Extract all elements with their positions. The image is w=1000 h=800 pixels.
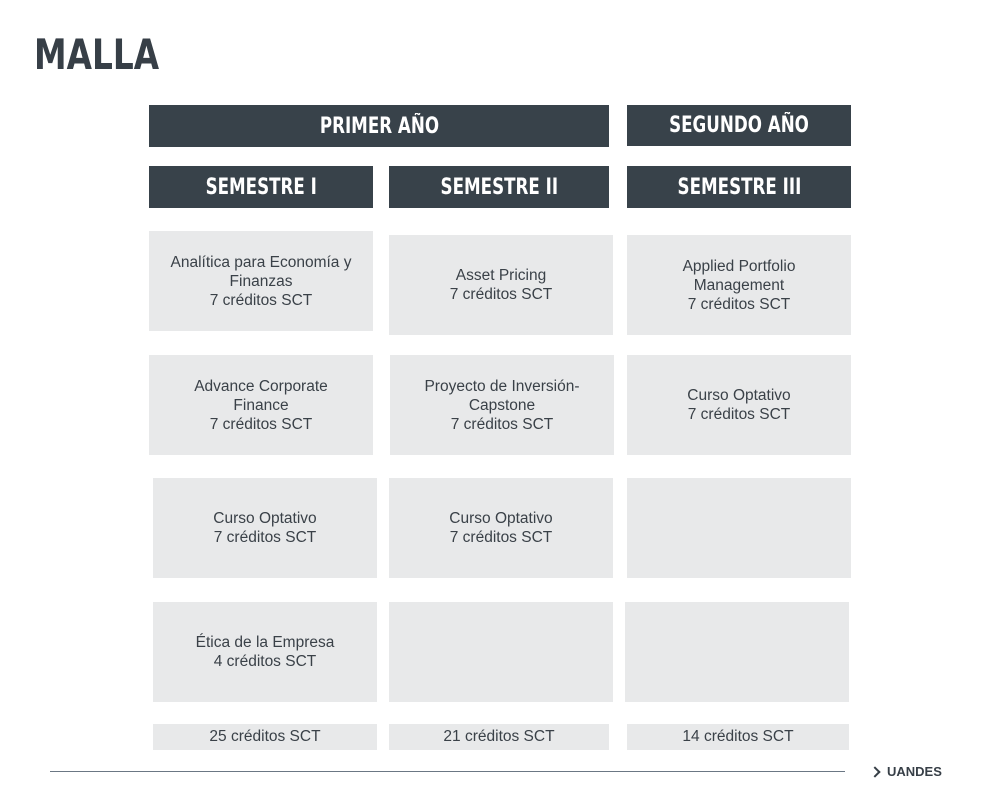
course-card <box>627 235 851 335</box>
course-credits: 7 créditos SCT <box>450 415 554 433</box>
semester-header-label: SEMESTRE II <box>440 174 558 200</box>
semester-header-label: SEMESTRE III <box>677 174 801 200</box>
course-card <box>149 355 373 455</box>
course-name: Ética de la Empresa <box>195 634 335 651</box>
semester-total-3: 14 créditos SCT <box>627 724 849 750</box>
course-card-empty <box>625 602 849 702</box>
course-name: Analítica para Economía y Finanzas <box>170 253 352 290</box>
brand-name: UANDES <box>887 764 942 779</box>
course-name: Proyecto de Inversión-Capstone <box>424 377 580 414</box>
course-card <box>153 602 377 702</box>
chevron-right-icon <box>869 766 880 777</box>
course-credits: 7 créditos SCT <box>209 415 313 433</box>
course-card <box>149 231 373 331</box>
course-credits: 7 créditos SCT <box>449 286 553 303</box>
semester-header-3 <box>627 166 851 208</box>
course-card <box>389 235 613 335</box>
semester-header-1 <box>149 166 373 208</box>
course-name: Curso Optativo <box>213 510 317 527</box>
brand-logo <box>871 764 942 779</box>
course-credits: 7 créditos SCT <box>449 529 553 546</box>
semester-header-2 <box>389 166 609 208</box>
year-header-label: PRIMER AÑO <box>319 113 439 139</box>
course-credits: 7 créditos SCT <box>213 529 317 546</box>
semester-total-2: 21 créditos SCT <box>389 724 609 750</box>
course-credits: 4 créditos SCT <box>213 653 317 670</box>
year-header-segundo <box>627 105 851 146</box>
year-header-label: SEGUNDO AÑO <box>669 113 809 138</box>
course-card-empty <box>389 602 613 702</box>
semester-total-1: 25 créditos SCT <box>153 724 377 750</box>
course-credits: 7 créditos SCT <box>687 295 791 313</box>
course-card-empty <box>627 478 851 578</box>
course-name: Advance Corporate Finance <box>194 377 328 414</box>
course-card <box>627 355 851 455</box>
semester-header-label: SEMESTRE I <box>205 174 317 200</box>
course-name: Applied Portfolio Management <box>682 257 796 294</box>
course-card <box>389 478 613 578</box>
course-credits: 7 créditos SCT <box>209 291 313 309</box>
course-name: Curso Optativo <box>449 510 553 527</box>
footer-divider <box>50 771 845 772</box>
year-header-primer <box>149 105 609 147</box>
course-card <box>153 478 377 578</box>
course-credits: 7 créditos SCT <box>687 406 791 423</box>
course-name: Asset Pricing <box>455 267 547 284</box>
page-title: MALLA <box>34 30 160 79</box>
course-name: Curso Optativo <box>687 387 791 404</box>
course-card <box>390 355 614 455</box>
